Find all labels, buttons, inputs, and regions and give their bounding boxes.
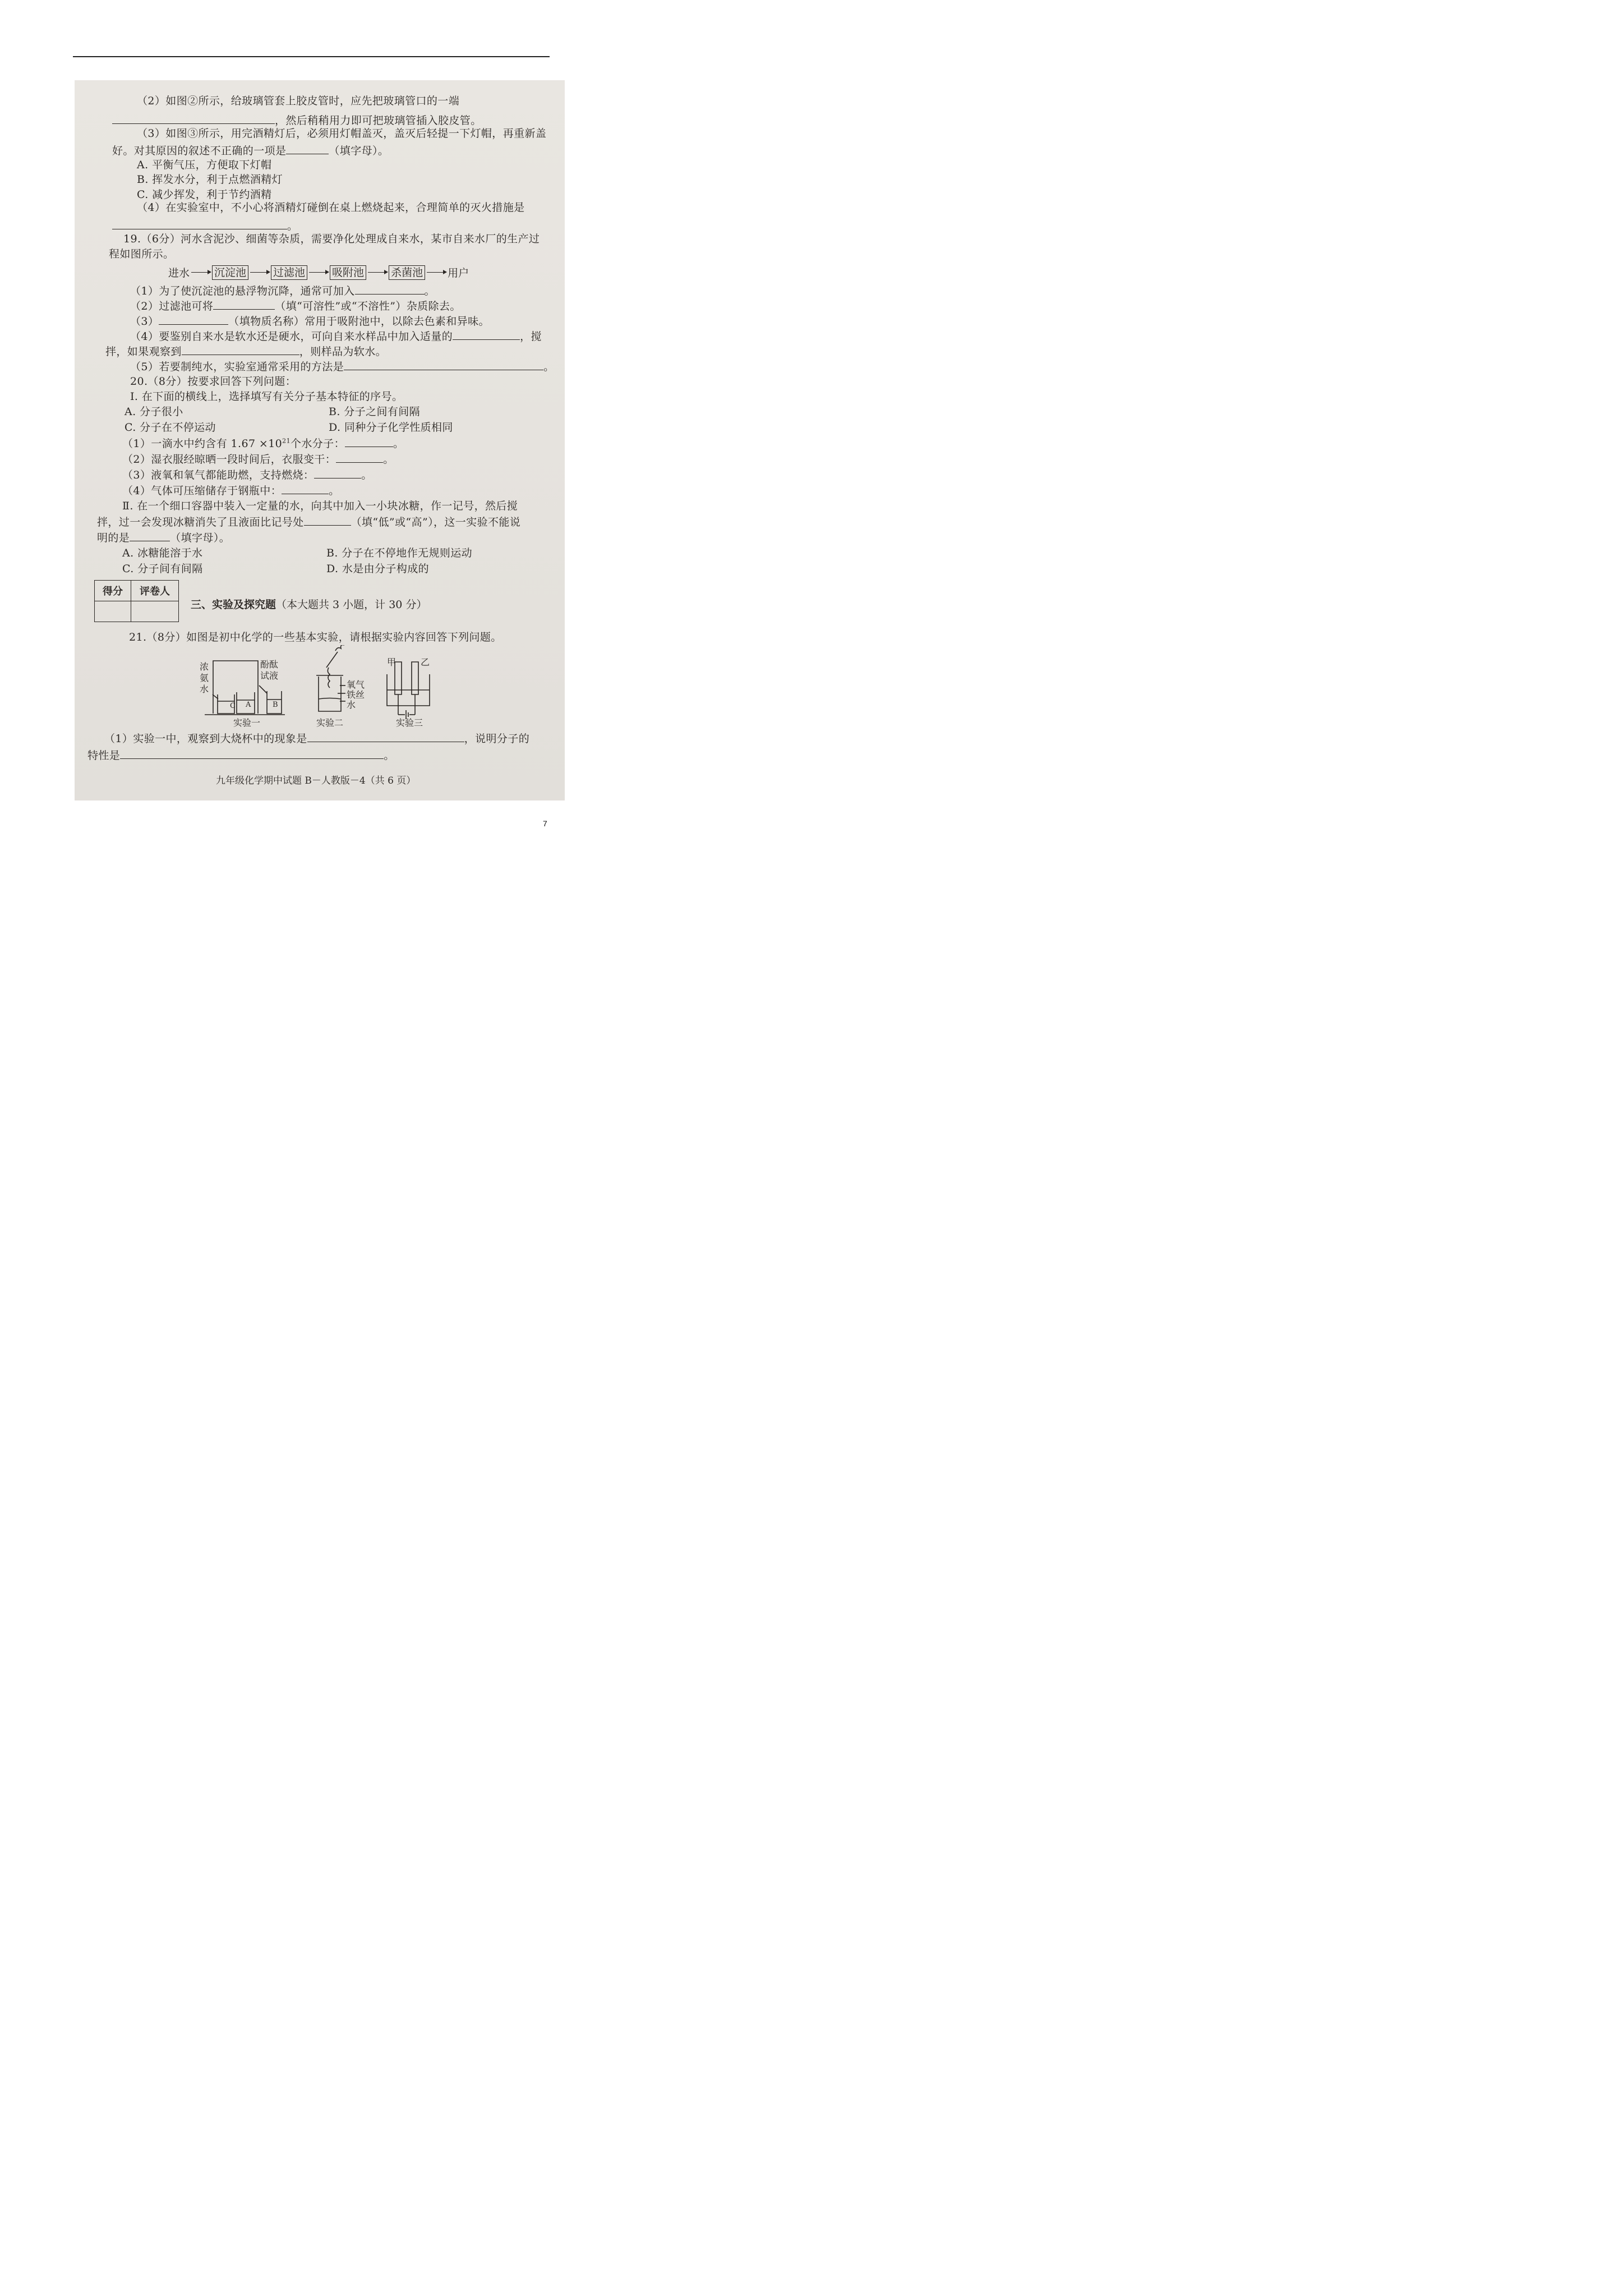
answer-blank[interactable] (286, 144, 329, 154)
answer-blank[interactable] (314, 468, 361, 478)
q20-option-d: D. 同种分子化学性质相同 (329, 421, 453, 434)
exam-footer: 九年级化学期中试题 B－人教版－4（共 6 页） (216, 775, 416, 786)
q20-part-i-instruction: Ⅰ. 在下面的横线上，选择填写有关分子基本特征的序号。 (130, 390, 403, 403)
answer-blank[interactable] (112, 113, 275, 124)
flow-step-sedimentation: 沉淀池 (212, 265, 248, 280)
flow-step-adsorption: 吸附池 (330, 265, 366, 280)
gas-jar-icon (319, 677, 341, 711)
q18-part2-line1: （2）如图②所示，给玻璃管套上胶皮管时，应先把玻璃管口的一端 (137, 95, 460, 107)
flow-step-inlet: 进水 (168, 267, 190, 279)
score-cell[interactable] (95, 601, 131, 622)
arrow-icon (191, 272, 210, 273)
q19-part3: （3） （填物质名称）常用于吸附池中，以除去色素和异味。 (130, 315, 490, 328)
label-phenolphthalein-2: 试液 (260, 670, 279, 681)
q19-part2: （2）过滤池可将 （填“可溶性”或“不溶性”）杂质除去。 (130, 300, 461, 312)
page-number: 7 (543, 819, 547, 828)
answer-blank[interactable] (307, 731, 464, 742)
answer-blank[interactable] (304, 515, 351, 526)
caption-experiment-1: 实验一 (233, 717, 261, 728)
answer-blank[interactable] (355, 284, 425, 295)
grader-header: 评卷人 (131, 581, 179, 601)
answer-blank[interactable] (453, 329, 520, 340)
answer-blank[interactable] (282, 484, 329, 494)
q20-option-b: B. 分子之间有间隔 (329, 406, 421, 418)
answer-blank[interactable] (130, 531, 170, 541)
q20-part4: （4）气体可压缩储存于钢瓶中： 。 (122, 485, 340, 497)
q21-part1-line1: （1）实验一中，观察到大烧杯中的现象是 ，说明分子的 (104, 733, 530, 745)
q18-option-c: C. 减少挥发，利于节约酒精 (137, 188, 272, 201)
q20-title: 20.（8分）按要求回答下列问题： (130, 375, 297, 388)
q19-stem-line2: 程如图所示。 (109, 248, 174, 260)
q18-part2-line2: ，然后稍稍用力即可把玻璃管插入胶皮管。 (112, 113, 482, 127)
q20-ii-option-d: D. 水是由分子构成的 (326, 563, 430, 575)
label-phenolphthalein-1: 酚酞 (260, 659, 279, 670)
label-iron-wire: 铁丝 (347, 689, 365, 700)
iron-wire-icon (326, 652, 338, 668)
flow-step-sterilization: 杀菌池 (389, 265, 425, 280)
answer-blank[interactable] (182, 344, 299, 355)
arrow-icon (368, 272, 387, 273)
experiment-figures (196, 645, 432, 729)
q20-part-ii-line3: 明的是 （填字母）。 (97, 532, 230, 544)
label-water: 水 (347, 700, 356, 710)
q18-part3-line2: 好。对其原因的叙述不正确的一项是 （填字母）。 (112, 145, 389, 157)
q18-part4-line2: 。 (112, 219, 298, 233)
q20-part-ii-line1: Ⅱ. 在一个细口容器中装入一定量的水，向其中加入一小块冰糖，作一记号，然后搅 (122, 500, 518, 512)
q20-ii-option-c: C. 分子间有间隔 (122, 563, 203, 575)
q19-stem-line1: 19.（6分）河水含泥沙、细菌等杂质，需要净化处理成自来水，某市自来水厂的生产过 (123, 233, 540, 245)
q21-title: 21.（8分）如图是初中化学的一些基本实验，请根据实验内容回答下列问题。 (129, 631, 502, 643)
q20-ii-option-a: A. 冰糖能溶于水 (122, 547, 203, 559)
q20-ii-option-b: B. 分子在不停地作无规则运动 (326, 547, 473, 559)
experiment-diagrams (196, 645, 432, 729)
arrow-icon (309, 272, 328, 273)
q19-part4-line1: （4）要鉴别自来水是软水还是硬水，可向自来水样品中加入适量的 ，搅 (130, 330, 542, 343)
arrow-icon (250, 272, 269, 273)
match-icon (335, 645, 344, 651)
q18-part3-line1: （3）如图③所示，用完酒精灯后，必须用灯帽盖灭，盖灭后轻提一下灯帽，再重新盖 (137, 127, 547, 140)
label-ammonia-2: 氨 (200, 673, 209, 683)
answer-blank[interactable] (344, 360, 543, 370)
label-beaker-a: A (246, 701, 251, 709)
q18-part4-line1: （4）在实验室中，不小心将酒精灯碰倒在桌上燃烧起来，合理简单的灭火措施是 (137, 201, 525, 214)
label-ammonia-3: 水 (200, 684, 209, 694)
q19-part5: （5）若要制纯水，实验室通常采用的方法是 。 (130, 361, 555, 373)
q20-part3: （3）液氧和氧气都能助燃，支持燃烧： 。 (122, 469, 372, 481)
q18-option-a: A. 平衡气压，方便取下灯帽 (137, 159, 272, 171)
flow-step-filtration: 过滤池 (271, 265, 307, 280)
grader-cell[interactable] (131, 601, 179, 622)
label-tube-jia: 甲 (387, 657, 396, 668)
q19-part1: （1）为了使沉淀池的悬浮物沉降，通常可加入 。 (130, 285, 435, 297)
label-oxygen: 氧气 (347, 679, 365, 690)
answer-blank[interactable] (159, 314, 228, 325)
section-heading: 三、实验及探究题（本大题共 3 小题，计 30 分） (191, 599, 427, 611)
score-table (94, 580, 179, 622)
q20-part-ii-line2: 拌，过一会发现冰糖消失了且液面比记号处 （填“低”或“高”），这一实验不能说 (97, 516, 521, 528)
label-beaker-c: C (230, 702, 236, 710)
q18-option-b: B. 挥发水分，利于点燃酒精灯 (137, 173, 283, 186)
label-tube-yi: 乙 (421, 657, 430, 668)
arrow-icon (427, 272, 446, 273)
q20-option-a: A. 分子很小 (125, 406, 183, 418)
caption-experiment-2: 实验二 (316, 717, 344, 728)
score-header: 得分 (95, 581, 131, 601)
answer-blank[interactable] (120, 748, 384, 759)
label-beaker-b: B (273, 701, 278, 709)
answer-blank[interactable] (213, 299, 275, 310)
q19-part4-line2: 拌，如果观察到 ，则样品为软水。 (105, 346, 387, 358)
label-ammonia-1: 浓 (200, 661, 209, 672)
water-treatment-flow (168, 265, 469, 280)
q20-part2: （2）湿衣服经晾晒一段时间后，衣服变干： 。 (122, 453, 394, 466)
caption-experiment-3: 实验三 (396, 717, 423, 728)
q20-option-c: C. 分子在不停运动 (125, 421, 216, 434)
q21-part1-line2: 特性是 。 (87, 749, 395, 762)
large-beaker-icon (213, 661, 258, 714)
flow-step-user: 用户 (448, 267, 469, 279)
header-rule (73, 56, 550, 57)
answer-blank[interactable] (336, 452, 383, 463)
answer-blank[interactable] (112, 219, 287, 229)
q20-part1: （1）一滴水中约含有 $1.67 \times 10^{21}$个水分子： 。 (122, 437, 404, 450)
answer-blank[interactable] (345, 436, 393, 447)
